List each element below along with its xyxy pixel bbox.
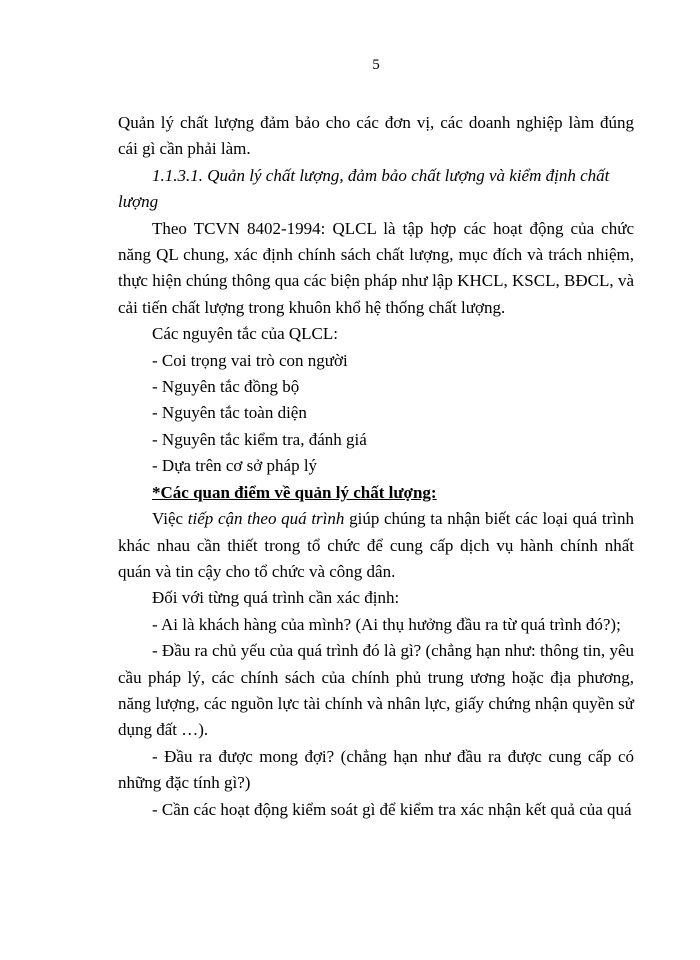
section-heading: 1.1.3.1. Quản lý chất lượng, đảm bảo chất lượng và kiểm định chất lượng xyxy=(118,165,610,212)
question-item: - Cần các hoạt động kiểm soát gì để kiểm tra xác nhận kết quả của quá xyxy=(152,799,632,819)
principle-item: - Nguyên tắc đồng bộ xyxy=(152,377,300,397)
page-number: 5 xyxy=(372,57,380,73)
document-body xyxy=(118,110,634,823)
process-emphasis: tiếp cận theo quá trình xyxy=(187,509,345,529)
viewpoints-heading xyxy=(118,480,634,506)
principles-title: Các nguyên tắc của QLCL: xyxy=(152,324,338,344)
process-text-after: giúp chúng ta nhận biết các loại quá trình khác nhau cần thiết trong tổ chức để cung cấp dịch vụ hành chính nhất quán và tin cậy cho tổ chức và công dân. xyxy=(118,509,634,581)
question-item: - Ai là khách hàng của mình? (Ai thụ hưởng đầu ra từ quá trình đó?); xyxy=(152,614,621,634)
viewpoints-heading-text: *Các quan điểm về quản lý chất lượng: xyxy=(152,482,437,502)
principle-item: - Nguyên tắc toàn diện xyxy=(152,403,307,423)
definition-paragraph: Theo TCVN 8402-1994: QLCL là tập hợp các hoạt động của chức năng QL chung, xác định chính sách chất lượng, mục đích và trách nhiệm, thực hiện chúng thông qua các biện pháp như lập KHCL, KSCL, BĐCL, và cải tiến chất lượng trong khuôn khổ hệ thống chất lượng. xyxy=(118,218,634,317)
principle-item: - Nguyên tắc kiểm tra, đánh giá xyxy=(152,429,367,449)
principle-item: - Coi trọng vai trò con người xyxy=(152,350,348,370)
principle-item: - Dựa trên cơ sở pháp lý xyxy=(152,456,318,476)
question-item: - Đầu ra chủ yếu của quá trình đó là gì? (chẳng hạn như: thông tin, yêu cầu pháp lý, các chính sách của chính phủ trung ương hoặc địa phương, năng lượng, các nguồn lực tài chính và nhân lực, giấy chứng nhận quyền sử dụng đất …). xyxy=(118,641,634,740)
each-process-line: Đối với từng quá trình cần xác định: xyxy=(152,588,400,608)
intro-paragraph: Quản lý chất lượng đảm bảo cho các đơn vị, các doanh nghiệp làm đúng cái gì cần phải làm. xyxy=(118,113,634,159)
question-item: - Đầu ra được mong đợi? (chẳng hạn như đầu ra được cung cấp có những đặc tính gì?) xyxy=(118,746,634,793)
process-paragraph xyxy=(118,506,634,585)
process-text-before: Việc xyxy=(152,509,188,529)
